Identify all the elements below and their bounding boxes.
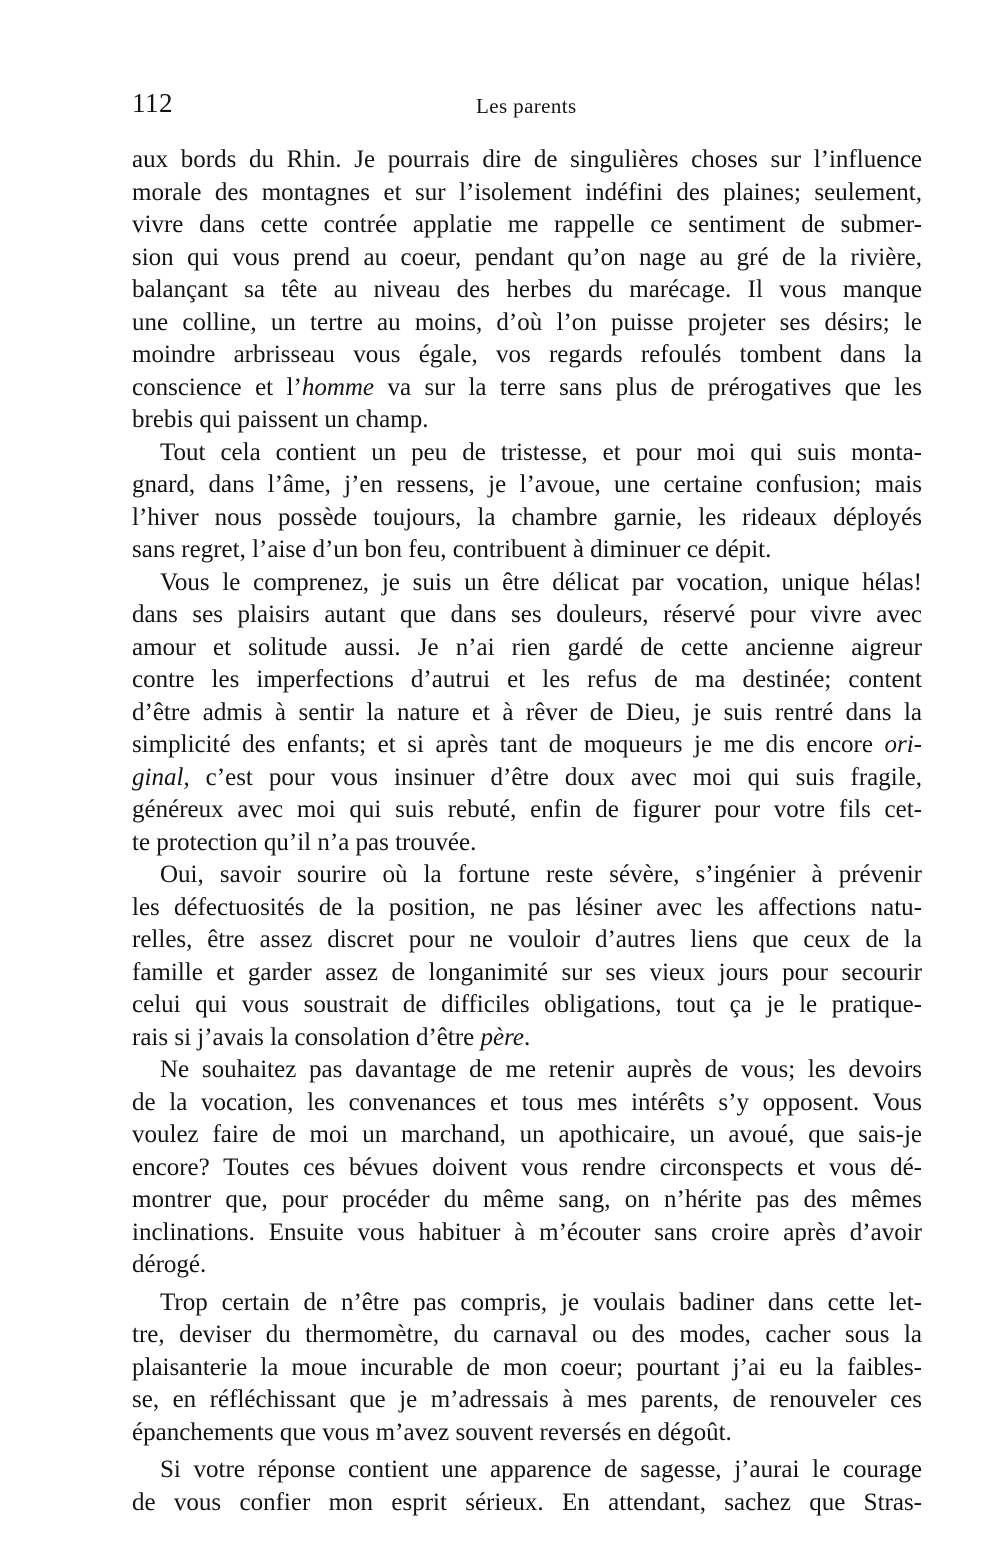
text-line: les défectuosités de la position, ne pas lésiner avec les affections natu- xyxy=(132,893,922,921)
text-line: inclinations. Ensuite vous habituer à m’écouter sans croire après d’avoir xyxy=(132,1218,922,1246)
text-line: balançant sa tête au niveau des herbes du marécage. Il vous manque xyxy=(132,276,922,303)
text-line: dans ses plaisirs autant que dans ses douleurs, réservé pour vivre avec xyxy=(132,601,922,628)
text-line: Tout cela contient un peu de tristesse, et pour moi qui suis monta- xyxy=(160,438,922,466)
text-line: brebis qui paissent un champ. xyxy=(132,406,429,433)
text-line: de vous confier mon esprit sérieux. En attendant, sachez que Stras- xyxy=(132,1488,922,1516)
text-line: conscience et l’homme va sur la terre sans plus de prérogatives que les xyxy=(132,373,923,401)
text-line: se, en réfléchissant que je m’adressais à mes parents, de renouveler ces xyxy=(132,1386,922,1413)
text-line: aux bords du Rhin. Je pourrais dire de singulières choses sur l’influence xyxy=(132,146,922,173)
text-line: relles, être assez discret pour ne vouloir d’autres liens que ceux de la xyxy=(132,926,922,953)
body-text xyxy=(132,144,922,1519)
italic-word: ori- xyxy=(884,731,922,758)
text-line: généreux avec moi qui suis rebuté, enfin de figurer pour votre fils cet- xyxy=(132,796,922,823)
text-line: sans regret, l’aise d’un bon feu, contribuent à diminuer ce dépit. xyxy=(132,536,772,563)
page-number: 112 xyxy=(132,88,173,118)
text-line: Si votre réponse contient une apparence de sagesse, j’aurai le courage xyxy=(160,1456,922,1483)
italic-word: père xyxy=(480,1023,524,1051)
text-line: Trop certain de n’être pas compris, je voulais badiner dans cette let- xyxy=(160,1288,922,1316)
running-head xyxy=(132,88,922,124)
text-line: de la vocation, les convenances et tous mes intérêts s’y opposent. Vous xyxy=(132,1088,922,1116)
text-line: rais si j’avais la consolation d’être père. xyxy=(132,1023,531,1051)
text-line: famille et garder assez de longanimité sur ses vieux jours pour secourir xyxy=(132,958,922,986)
text-line: contre les imperfections d’autrui et les refus de ma destinée; content xyxy=(132,666,922,693)
text-line: encore? Toutes ces bévues doivent vous rendre circonspects et vous dé- xyxy=(132,1153,922,1181)
text-line: une colline, un tertre au moins, d’où l’on puisse projeter ses désirs; le xyxy=(132,308,922,336)
text-line: épanchements que vous m’avez souvent reversés en dégoût. xyxy=(132,1418,732,1446)
text-line: morale des montagnes et sur l’isolement indéfini des plaines; seulement, xyxy=(132,178,922,206)
text-line: vivre dans cette contrée applatie me rappelle ce sentiment de submer- xyxy=(132,211,922,238)
text-line: gnard, dans l’âme, j’en ressens, je l’avoue, une certaine confusion; mais xyxy=(132,471,922,498)
text-line: Ne souhaitez pas davantage de me retenir auprès de vous; les devoirs xyxy=(160,1056,922,1083)
italic-word: ginal, xyxy=(132,763,190,791)
text-line: dérogé. xyxy=(132,1251,207,1278)
text-line: tre, deviser du thermomètre, du carnaval ou des modes, cacher sous la xyxy=(132,1321,922,1348)
text-line: l’hiver nous possède toujours, la chambre garnie, les rideaux déployés xyxy=(132,503,922,531)
text-line: simplicité des enfants; et si après tant de moqueurs je me dis encore ori- xyxy=(132,731,922,758)
text-line: d’être admis à sentir la nature et à rêver de Dieu, je suis rentré dans la xyxy=(132,698,922,726)
text-line: ginal, c’est pour vous insinuer d’être doux avec moi qui suis fragile, xyxy=(132,763,922,791)
text-line: amour et solitude aussi. Je n’ai rien gardé de cette ancienne aigreur xyxy=(132,633,922,661)
text-line: te protection qu’il n’a pas trouvée. xyxy=(132,828,477,856)
text-line: voulez faire de moi un marchand, un apothicaire, un avoué, que sais-je xyxy=(132,1121,922,1148)
text-line: moindre arbrisseau vous égale, vos regards refoulés tombent dans la xyxy=(132,341,922,368)
text-line: Oui, savoir sourire où la fortune reste sévère, s’ingénier à prévenir xyxy=(160,861,922,888)
text-line: montrer que, pour procéder du même sang, on n’hérite pas des mêmes xyxy=(132,1186,922,1213)
text-line: plaisanterie la moue incurable de mon coeur; pourtant j’ai eu la faibles- xyxy=(132,1353,922,1381)
italic-word: homme xyxy=(301,373,375,401)
text-line: sion qui vous prend au coeur, pendant qu’on nage au gré de la rivière, xyxy=(132,243,922,271)
text-line: Vous le comprenez, je suis un être délicat par vocation, unique hélas! xyxy=(160,568,922,596)
running-title: Les parents xyxy=(476,94,577,118)
text-line: celui qui vous soustrait de difficiles obligations, tout ça je le pratique- xyxy=(132,991,922,1018)
